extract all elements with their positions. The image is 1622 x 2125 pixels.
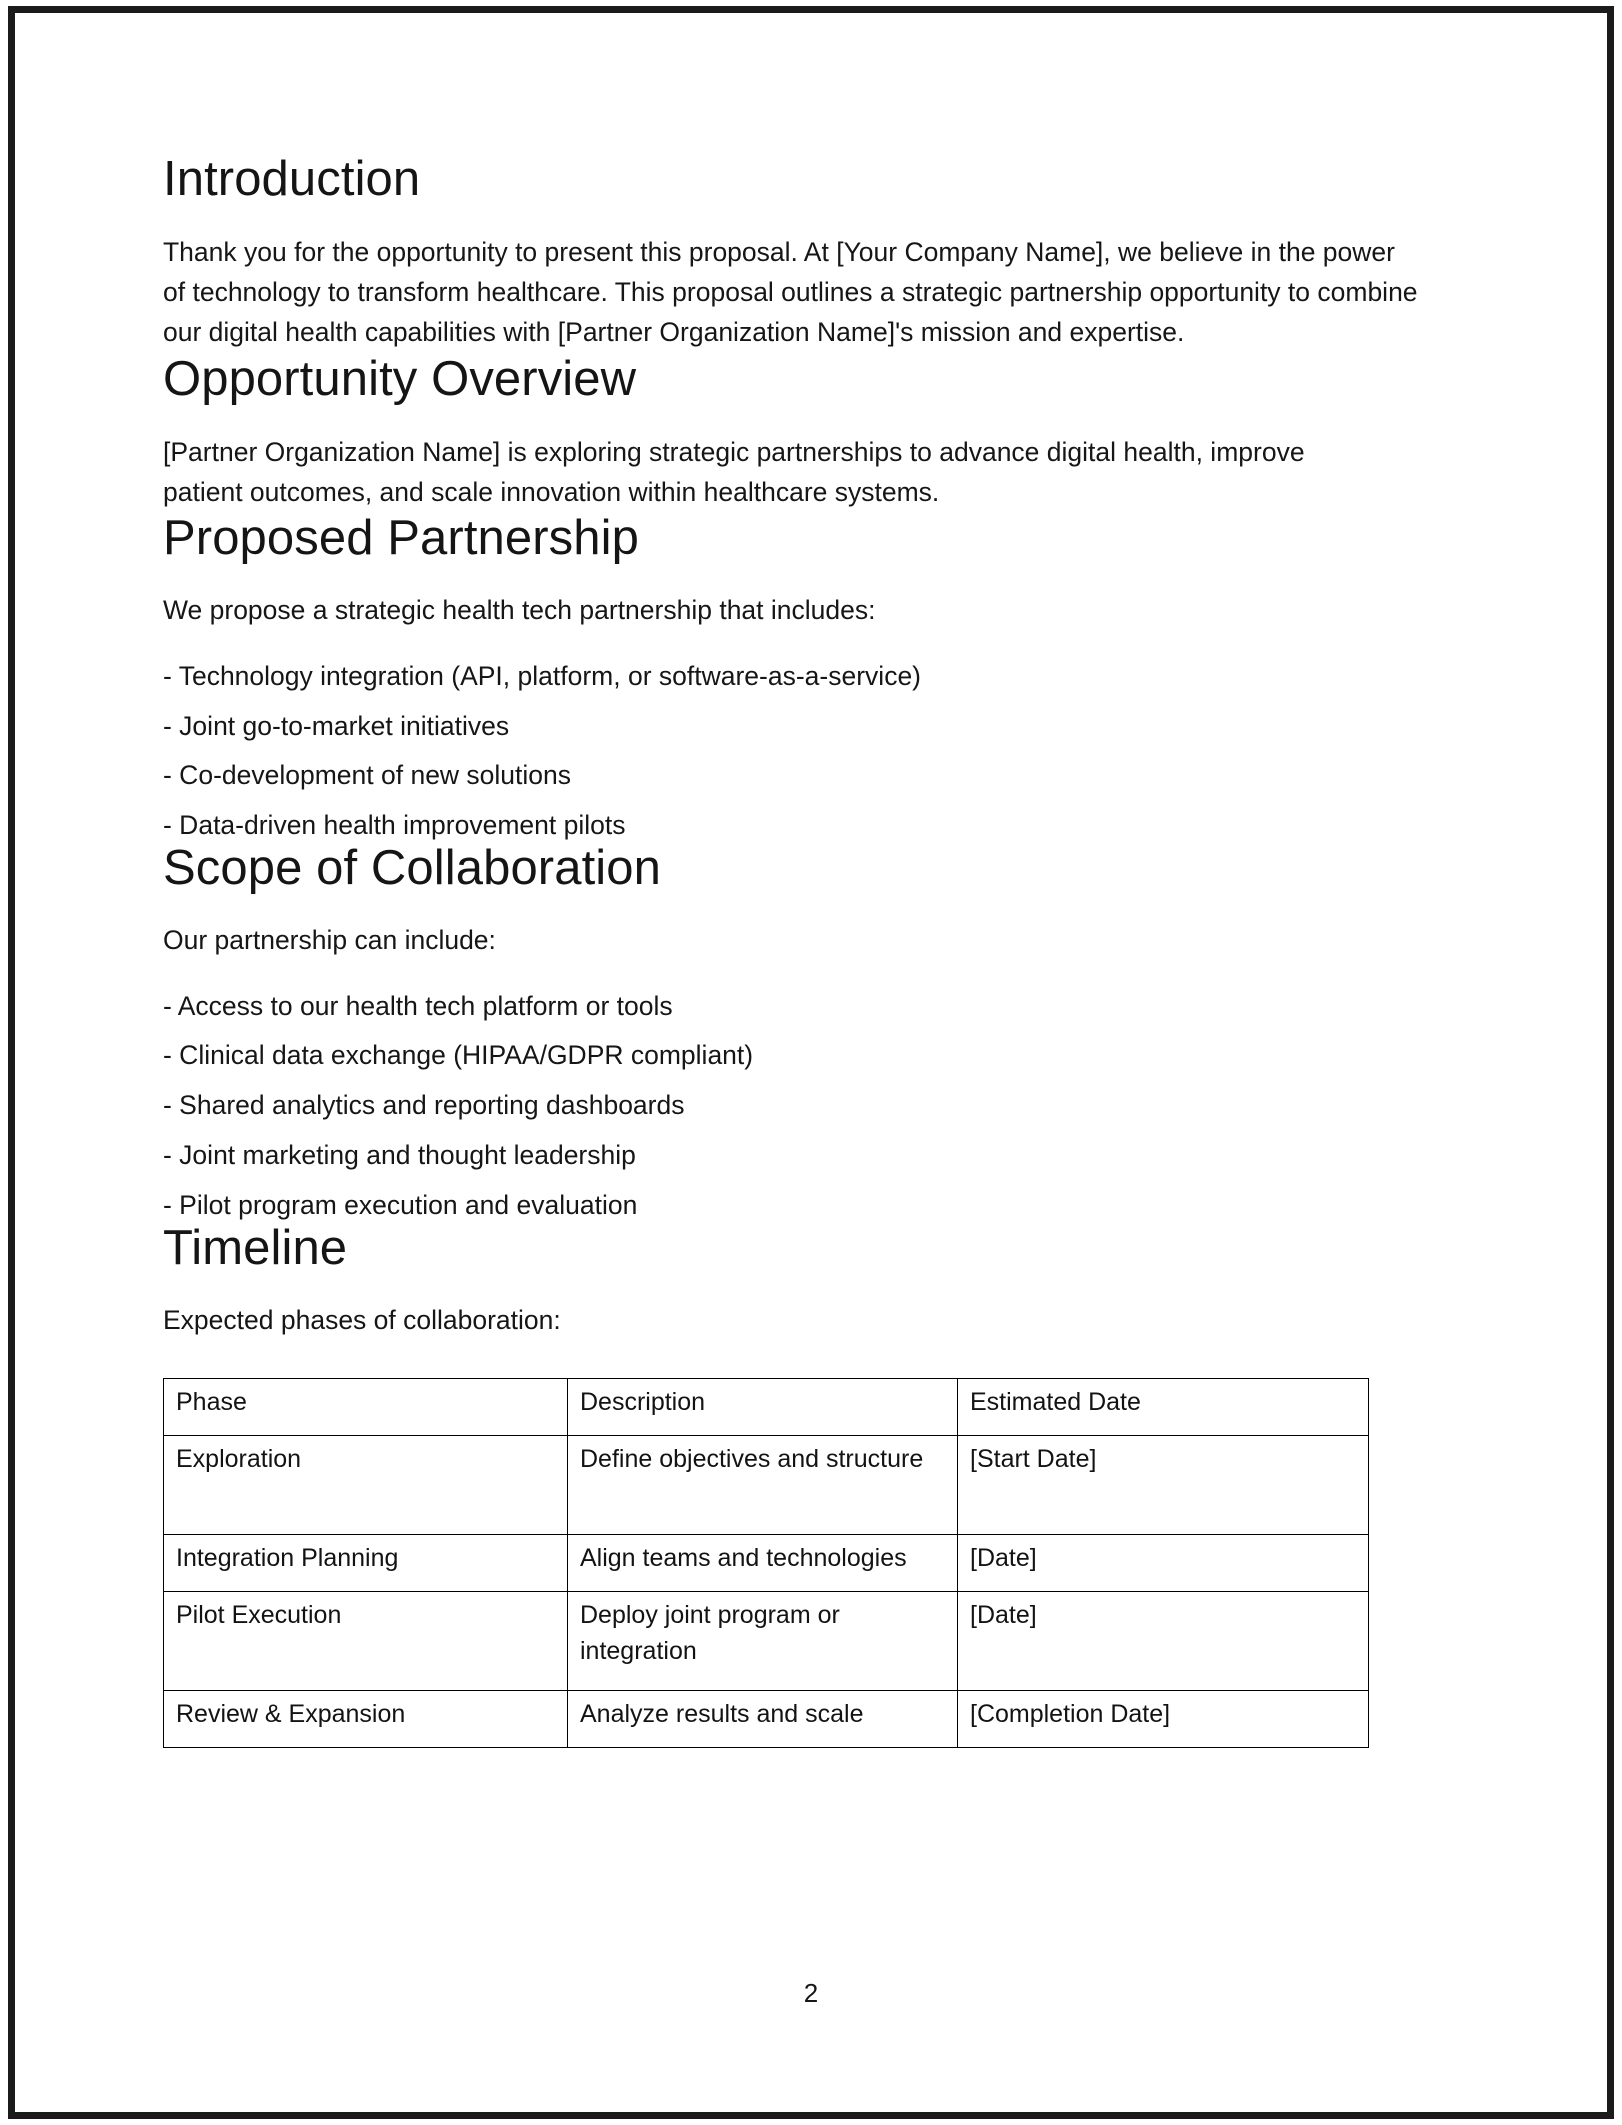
table-cell-description: Define objectives and structure: [568, 1436, 958, 1535]
table-cell-description: Align teams and technologies: [568, 1535, 958, 1592]
document-page: [15, 13, 1607, 2112]
paragraph-opportunity-overview: [Partner Organization Name] is exploring strategic partnerships to advance digital health, improve patient outcomes, and scale innovation within healthcare systems.: [163, 436, 1305, 507]
table-row: [164, 1592, 1369, 1691]
list-item: - Co-development of new solutions: [163, 760, 572, 791]
list-item: - Joint go-to-market initiatives: [163, 710, 510, 741]
page-number: 2: [803, 1978, 819, 2008]
list-item: - Joint marketing and thought leadership: [163, 1140, 636, 1171]
lead-scope-of-collaboration: Our partnership can include:: [163, 924, 496, 955]
table-cell-date: [Date]: [958, 1592, 1369, 1691]
list-proposed-partnership: [163, 661, 1463, 842]
table-row: [164, 1535, 1369, 1592]
table-cell-date: [Completion Date]: [958, 1691, 1369, 1748]
list-item: - Technology integration (API, platform, or software-as-a-service): [163, 660, 922, 691]
list-scope-of-collaboration: [163, 991, 1463, 1222]
table-cell-phase: Exploration: [164, 1436, 568, 1535]
heading-scope-of-collaboration: Scope of Collaboration: [163, 840, 661, 895]
table-header-cell-description: Description: [568, 1379, 958, 1436]
list-item: - Clinical data exchange (HIPAA/GDPR compliant): [163, 1040, 754, 1071]
table-row: [164, 1691, 1369, 1748]
table-cell-phase: Pilot Execution: [164, 1592, 568, 1691]
table-row: [164, 1436, 1369, 1535]
table-header-row: [164, 1379, 1369, 1436]
heading-timeline: Timeline: [163, 1220, 348, 1275]
paragraph-introduction: Thank you for the opportunity to present this proposal. At [Your Company Name], we believe in the power of technology to transform healthcare. This proposal outlines a strategic partnership opportunity to combine our digital health capabilities with [Partner Organization Name]'s mission and expertise.: [163, 236, 1418, 348]
table-cell-phase: Review & Expansion: [164, 1691, 568, 1748]
list-item: - Access to our health tech platform or tools: [163, 990, 673, 1021]
list-item: - Shared analytics and reporting dashboards: [163, 1090, 685, 1121]
page-border-frame: [8, 6, 1614, 2119]
document-content: [163, 153, 1463, 1748]
timeline-table: [163, 1378, 1369, 1748]
table-header-cell-estimated-date: Estimated Date: [958, 1379, 1369, 1436]
table-cell-date: [Start Date]: [958, 1436, 1369, 1535]
heading-introduction: Introduction: [163, 152, 421, 206]
table-cell-date: [Date]: [958, 1535, 1369, 1592]
heading-proposed-partnership: Proposed Partnership: [163, 511, 639, 566]
heading-opportunity-overview: Opportunity Overview: [163, 351, 637, 406]
table-cell-description: Analyze results and scale: [568, 1691, 958, 1748]
list-item: - Pilot program execution and evaluation: [163, 1189, 638, 1220]
table-cell-phase: Integration Planning: [164, 1535, 568, 1592]
table-cell-description: Deploy joint program or integration: [568, 1592, 958, 1691]
list-item: - Data-driven health improvement pilots: [163, 810, 626, 841]
table-header-cell-phase: Phase: [164, 1379, 568, 1436]
lead-proposed-partnership: We propose a strategic health tech partnership that includes:: [163, 595, 876, 626]
lead-timeline: Expected phases of collaboration:: [163, 1304, 561, 1335]
